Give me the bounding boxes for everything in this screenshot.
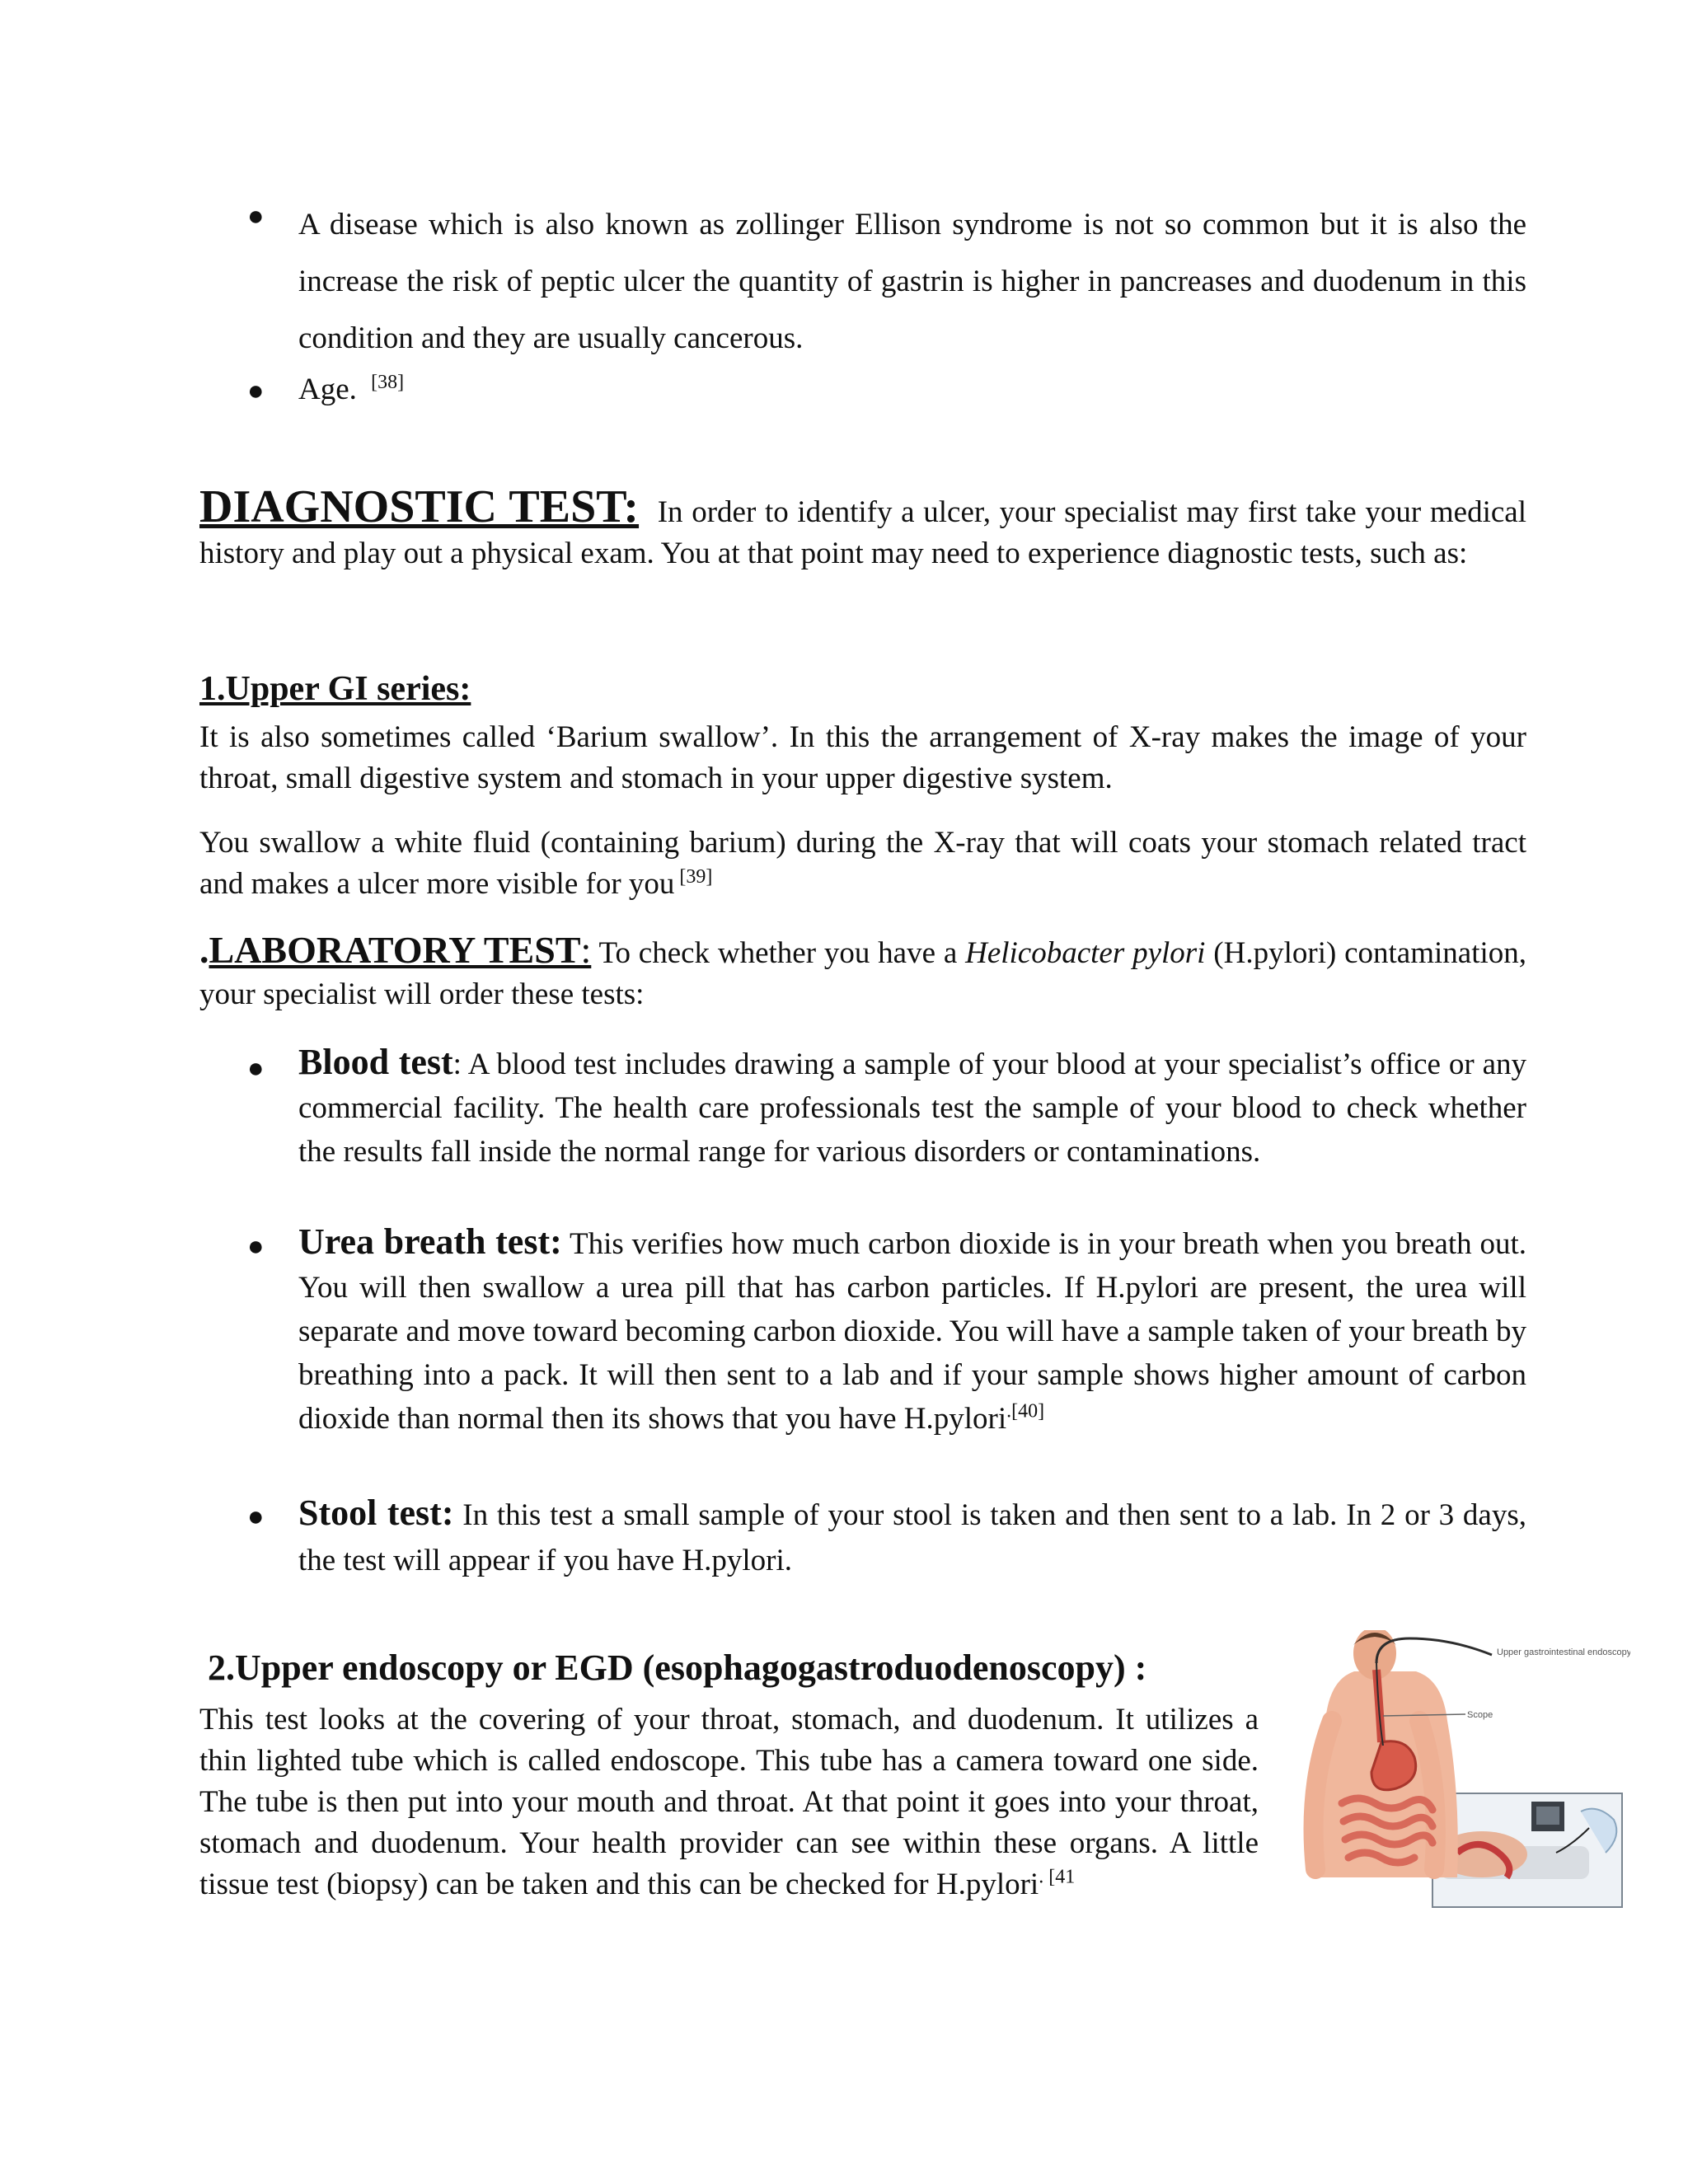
diagnostic-test-text: In order to identify a ulcer, your specialist may first take your medical history and play out a physical exam. You at that point may need to experience diagnostic tests, such as: xyxy=(199,495,1526,570)
blood-test-text: : A blood test includes drawing a sample of your blood at your specialist’s office or any commercial facility. The health care professionals test the sample of your blood to check whether the results fall inside the normal range for various disorders or contaminations. xyxy=(298,1047,1526,1169)
citation-38: [38] xyxy=(371,371,405,393)
laboratory-test-paragraph xyxy=(199,930,1526,1015)
figure-label-scope: Scope xyxy=(1467,1710,1493,1720)
figure-label-title: Upper gastrointestinal endoscopy xyxy=(1497,1647,1630,1657)
upper-gi-heading: 1.Upper GI series: xyxy=(199,670,471,708)
bullet-marker: ● xyxy=(247,1053,265,1084)
endoscopy-illustration xyxy=(1284,1630,1630,1929)
upper-endoscopy-text: This test looks at the covering of your throat, stomach, and duodenum. It utilizes a thin lighted tube which is called endoscope. This tube has a camera toward one side. The tube is then put into your mouth and throat. At that point it goes into your throat, stomach and duodenum. Your health provider can see within these organs. A little tissue test (biopsy) can be taken and this can be checked for H.pylori xyxy=(199,1703,1259,1901)
stool-test-term: Stool test: xyxy=(298,1493,454,1533)
bullet-marker: ● xyxy=(247,376,265,406)
zollinger-ellison-bullet: A disease which is also known as zollinger Ellison syndrome is not so common but it is also the increase the risk of peptic ulcer the quantity of gastrin is higher in pancreases and duodenum in this condition and they are usually cancerous. xyxy=(298,208,1526,355)
endoscopy-illustration-svg xyxy=(1284,1630,1630,1929)
blood-test-term: Blood test xyxy=(298,1042,453,1082)
helicobacter-pylori-italic: Helicobacter pylori xyxy=(965,936,1206,970)
diagnostic-test-heading: DIAGNOSTIC TEST: xyxy=(199,481,640,532)
upper-gi-paragraph-2-text: You swallow a white fluid (containing barium) during the X-ray that will coats your stomach related tract and makes a ulcer more visible for you xyxy=(199,826,1526,901)
age-bullet xyxy=(298,369,628,410)
laboratory-text-before: To check whether you have a xyxy=(598,936,958,970)
urea-breath-test-text: This verifies how much carbon dioxide is in your breath when you breath out. You will then swallow a urea pill that has carbon particles. If H.pylori are present, the urea will separate and move toward becoming carbon dioxide. You will have a sample taken of your breath by breathing into a pack. It will then sent to a lab and if your sample shows higher amount of carbon dioxide than normal then its shows that you have H.pylori xyxy=(298,1227,1526,1436)
citation-41: . [41 xyxy=(1039,1866,1076,1888)
upper-endoscopy-heading: 2.Upper endoscopy or EGD (esophagogastroduodenoscopy) : xyxy=(208,1647,1147,1688)
laboratory-test-heading: LABORATORY TEST xyxy=(209,929,581,971)
upper-gi-paragraph-2 xyxy=(199,823,1526,905)
citation-39: [39] xyxy=(679,865,713,888)
citation-40: .[40] xyxy=(1006,1400,1045,1422)
diagnostic-test-paragraph xyxy=(199,481,1526,574)
stool-test-bullet xyxy=(298,1490,1526,1583)
bullet-marker: ● xyxy=(247,1231,265,1262)
upper-endoscopy-paragraph xyxy=(199,1699,1259,1905)
laboratory-prefix: . xyxy=(199,929,209,971)
bullet-marker: ● xyxy=(247,1502,265,1532)
urea-breath-test-term: Urea breath test: xyxy=(298,1221,562,1262)
laboratory-text-after: (H.pylori) contamination, your specialist will order these tests: xyxy=(199,936,1527,1011)
urea-breath-test-bullet xyxy=(298,1220,1526,1441)
upper-gi-paragraph-1: It is also sometimes called ‘Barium swallow’. In this the arrangement of X-ray makes the image of your throat, small digestive system and stomach in your upper digestive system. xyxy=(199,720,1526,795)
blood-test-bullet xyxy=(298,1040,1526,1174)
stool-test-text: In this test a small sample of your stool is taken and then sent to a lab. In 2 or 3 days, the test will appear if you have H.pylori. xyxy=(298,1498,1527,1577)
bullet-marker: ● xyxy=(247,201,265,232)
laboratory-colon: : xyxy=(580,929,592,971)
age-text: Age. xyxy=(298,373,357,406)
